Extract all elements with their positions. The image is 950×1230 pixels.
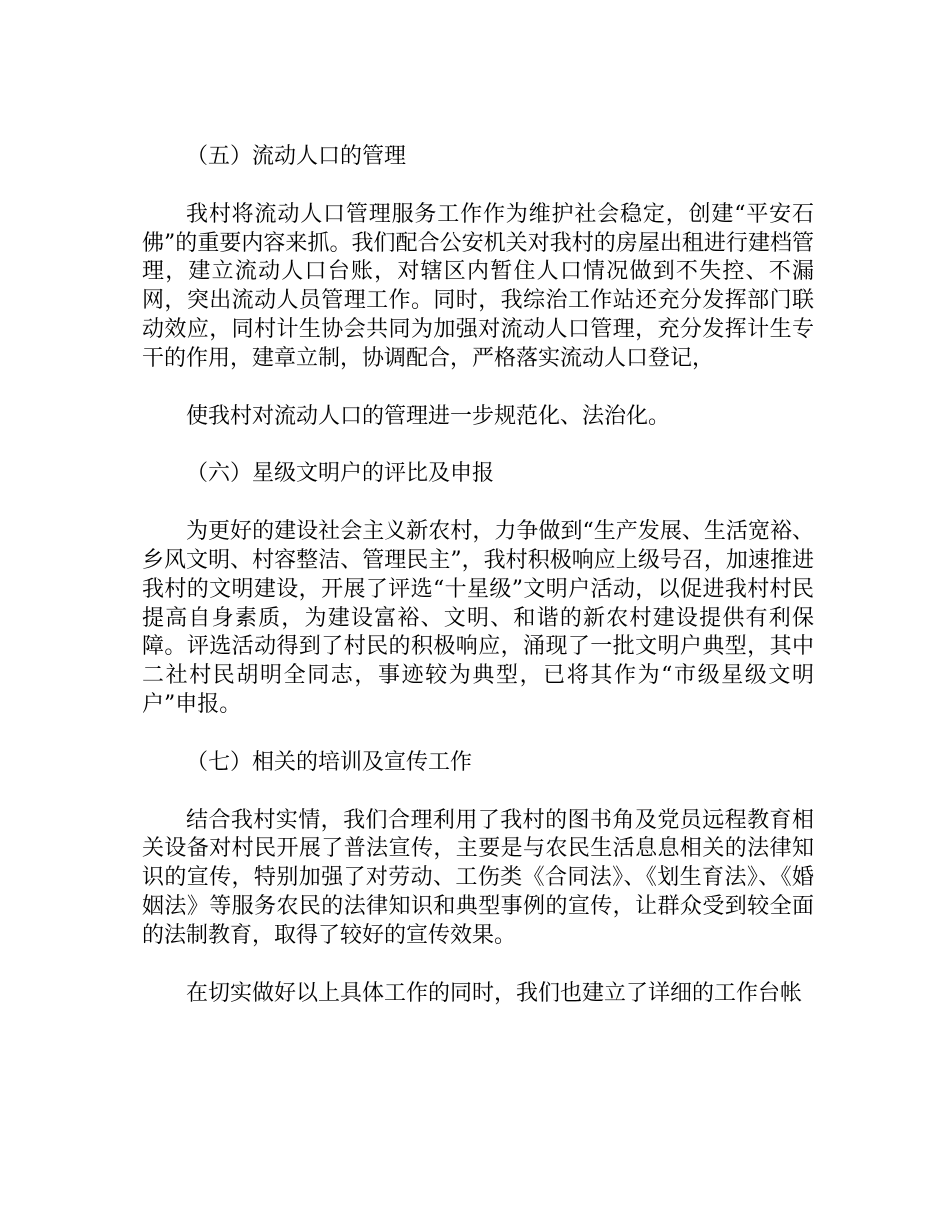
paragraph-star-households: 为更好的建设社会主义新农村，力争做到“生产发展、生活宽裕、乡风文明、村容整洁、管理民主”，我村积极响应上级号召，加速推进我村的文明建设，开展了评选“十星级”文明户活动，以促进我村村民提高自身素质，为建设富裕、文明、和谐的新农村建设提供有利保障。评选活动得到了村民的积极响应，涌现了一批文明户典型，其中二社村民胡明全同志，事迹较为典型，已将其作为“市级星级文明户”申报。 [142,519,814,717]
section-heading-training-publicity: （七）相关的培训及宣传工作 [186,749,473,775]
section-heading-star-households: （六）星级文明户的评比及申报 [186,461,495,487]
paragraph-training-publicity: 结合我村实情，我们合理利用了我村的图书角及党员远程教育相关设备对村民开展了普法宣传，主要是与农民生活息息相关的法律知识的宣传，特别加强了对劳动、工伤类《合同法》、《划生育法》、《婚姻法》等服务农民的法律知识和典型事例的宣传，让群众受到较全面的法制教育，取得了较好的宣传效果。 [142,807,814,948]
document-body [142,143,814,1008]
paragraph-work-ledger: 在切实做好以上具体工作的同时，我们也建立了详细的工作台帐 [186,980,803,1006]
paragraph-floating-population: 我村将流动人口管理服务工作作为维护社会稳定，创建“平安石佛”的重要内容来抓。我们配合公安机关对我村的房屋出租进行建档管理，建立流动人口台账，对辖区内暂住人口情况做到不失控、不漏网，突出流动人员管理工作。同时，我综治工作站还充分发挥部门联动效应，同村计生协会共同为加强对流动人口管理，充分发挥计生专干的作用，建章立制，协调配合，严格落实流动人口登记， [142,201,814,371]
section-heading-floating-population: （五）流动人口的管理 [186,144,407,169]
paragraph-standardization: 使我村对流动人口的管理进一步规范化、法治化。 [186,403,671,429]
